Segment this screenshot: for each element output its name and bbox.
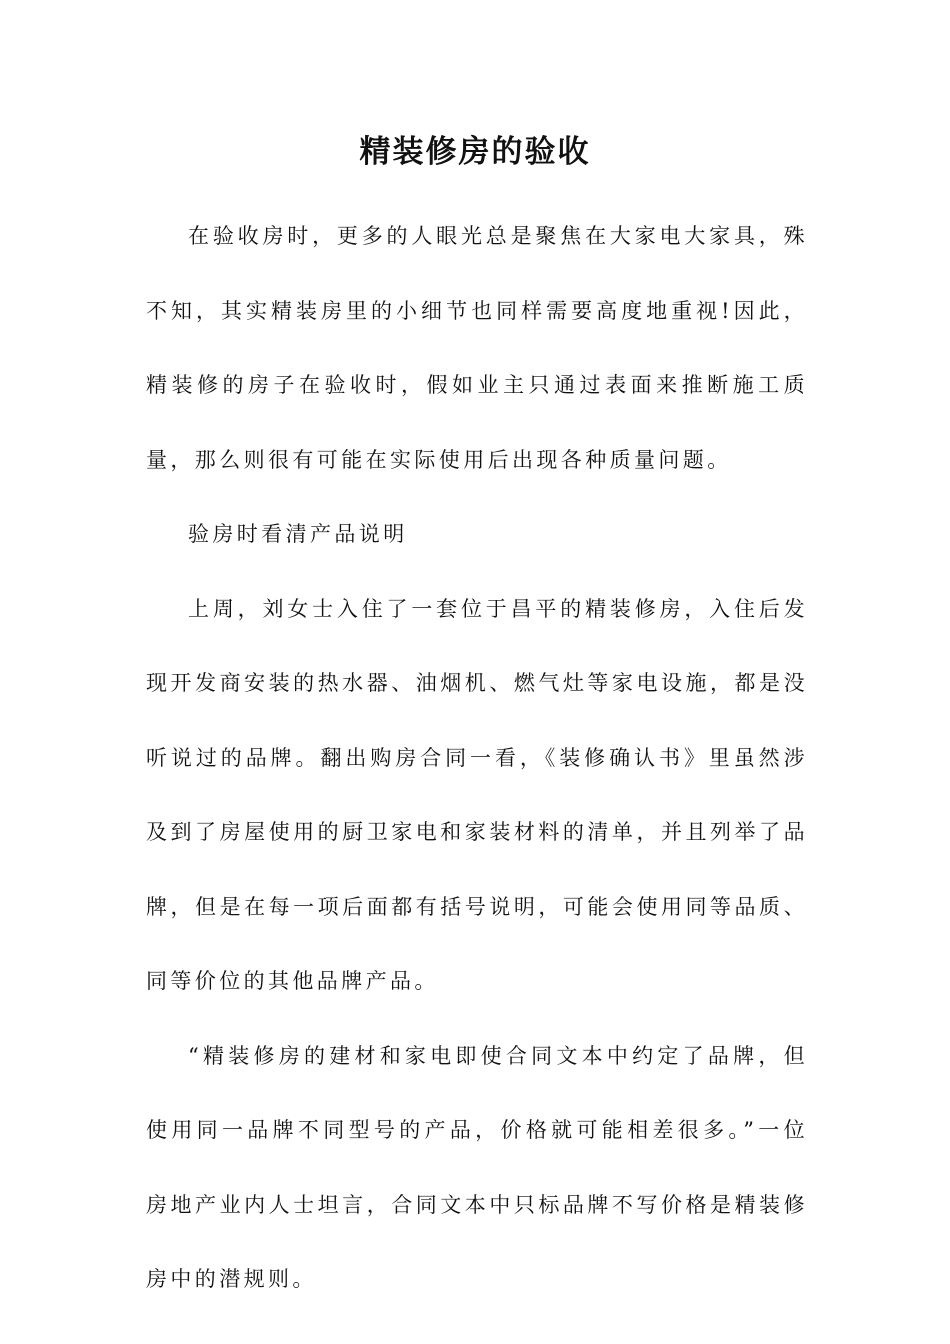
document-body (146, 199, 808, 1317)
paragraph-quote: “精装修房的建材和家电即使合同文本中约定了品牌，但使用同一品牌不同型号的产品，价格就可能相差很多。”一位房地产业内人士坦言，合同文本中只标品牌不写价格是精装修房中的潜规则。 (146, 1043, 808, 1291)
document-title: 精装修房的验收 (359, 134, 591, 170)
section-heading: 验房时看清产品说明 (188, 522, 408, 546)
paragraph-intro: 在验收房时，更多的人眼光总是聚焦在大家电大家具，殊不知，其实精装房里的小细节也同样需要高度地重视!因此，精装修的房子在验收时，假如业主只通过表面来推断施工质量，那么则很有可能在实际使用后出现各种质量问题。 (146, 224, 808, 472)
paragraph-case: 上周，刘女士入住了一套位于昌平的精装修房，入住后发现开发商安装的热水器、油烟机、燃气灶等家电设施，都是没听说过的品牌。翻出购房合同一看，《装修确认书》里虽然涉及到了房屋使用的厨卫家电和家装材料的清单，并且列举了品牌，但是在每一项后面都有括号说明，可能会使用同等品质、同等价位的其他品牌产品。 (146, 596, 808, 993)
